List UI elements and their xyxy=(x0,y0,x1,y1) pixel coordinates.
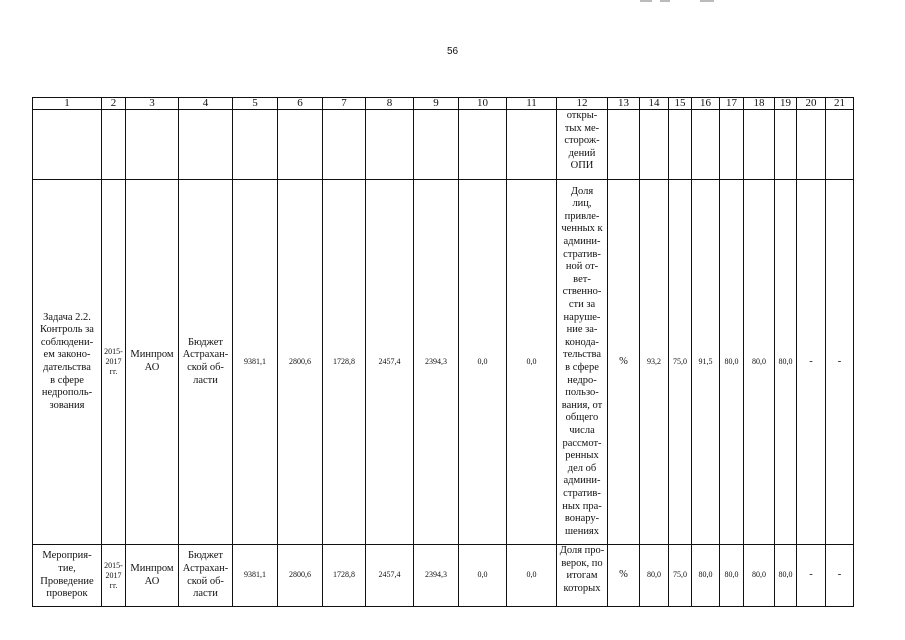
table-cell xyxy=(640,110,669,180)
column-header: 19 xyxy=(775,98,797,110)
value-cell: 2394,3 xyxy=(414,180,459,545)
table-cell xyxy=(669,110,692,180)
value-cell: 0,0 xyxy=(507,180,557,545)
value-cell: 0,0 xyxy=(459,180,507,545)
table-cell xyxy=(608,110,640,180)
period-cell: 2015- 2017 гг. xyxy=(102,545,126,607)
value-cell: 80,0 xyxy=(720,545,744,607)
value-cell: 0,0 xyxy=(507,545,557,607)
task-name-cell: Мероприя- тие, Проведение проверок xyxy=(33,545,102,607)
value-cell: 80,0 xyxy=(744,180,775,545)
table-cell xyxy=(102,110,126,180)
top-edge-mark xyxy=(660,0,670,2)
value-cell: - xyxy=(797,545,826,607)
table-cell xyxy=(826,110,854,180)
table-cell xyxy=(459,110,507,180)
column-header: 17 xyxy=(720,98,744,110)
unit-cell: % xyxy=(608,545,640,607)
column-header: 7 xyxy=(323,98,366,110)
value-cell: 80,0 xyxy=(692,545,720,607)
column-header: 10 xyxy=(459,98,507,110)
table-cell xyxy=(414,110,459,180)
table-cell xyxy=(33,110,102,180)
column-header: 18 xyxy=(744,98,775,110)
table-cell xyxy=(797,110,826,180)
value-cell: 9381,1 xyxy=(233,180,278,545)
value-cell: 2457,4 xyxy=(366,545,414,607)
value-cell: 75,0 xyxy=(669,545,692,607)
executor-cell: Минпром АО xyxy=(126,180,179,545)
table-cell xyxy=(278,110,323,180)
column-header: 2 xyxy=(102,98,126,110)
table-cell xyxy=(126,110,179,180)
top-edge-mark xyxy=(700,0,714,2)
value-cell: 80,0 xyxy=(775,545,797,607)
table-cell xyxy=(744,110,775,180)
column-header: 14 xyxy=(640,98,669,110)
table-cell xyxy=(179,110,233,180)
value-cell: - xyxy=(797,180,826,545)
value-cell: 2457,4 xyxy=(366,180,414,545)
column-header: 16 xyxy=(692,98,720,110)
table-cell xyxy=(507,110,557,180)
page-number: 56 xyxy=(446,46,459,57)
value-cell: 93,2 xyxy=(640,180,669,545)
column-header: 15 xyxy=(669,98,692,110)
column-header: 21 xyxy=(826,98,854,110)
table-cell xyxy=(692,110,720,180)
funding-source-cell: Бюджет Астрахан- ской об- ласти xyxy=(179,545,233,607)
program-table xyxy=(32,97,854,607)
value-cell: 80,0 xyxy=(640,545,669,607)
table-row xyxy=(33,545,854,607)
column-header: 9 xyxy=(414,98,459,110)
column-header: 4 xyxy=(179,98,233,110)
column-header: 13 xyxy=(608,98,640,110)
column-header: 3 xyxy=(126,98,179,110)
value-cell: 9381,1 xyxy=(233,545,278,607)
table-cell xyxy=(720,110,744,180)
table-row xyxy=(33,110,854,180)
header-row xyxy=(33,98,854,110)
table-cell xyxy=(366,110,414,180)
value-cell: 80,0 xyxy=(775,180,797,545)
value-cell: 2394,3 xyxy=(414,545,459,607)
indicator-cell: Доля лиц, привле- ченных к админи- стратив- ной от- вет- ственно- сти за наруше- ние за- конода- тельства в сфере недро- пользо- вания, от общего числа рассмот- ренных дел об админи- стратив- ных пра- вонару- шениях xyxy=(557,180,608,545)
value-cell: 75,0 xyxy=(669,180,692,545)
column-header: 1 xyxy=(33,98,102,110)
top-edge-mark xyxy=(640,0,652,2)
value-cell: 1728,8 xyxy=(323,180,366,545)
column-header: 8 xyxy=(366,98,414,110)
column-header: 11 xyxy=(507,98,557,110)
value-cell: 0,0 xyxy=(459,545,507,607)
value-cell: - xyxy=(826,180,854,545)
table-cell xyxy=(323,110,366,180)
value-cell: 2800,6 xyxy=(278,545,323,607)
table-cell xyxy=(233,110,278,180)
value-cell: 2800,6 xyxy=(278,180,323,545)
period-cell: 2015- 2017 гг. xyxy=(102,180,126,545)
column-header: 5 xyxy=(233,98,278,110)
unit-cell: % xyxy=(608,180,640,545)
value-cell: - xyxy=(826,545,854,607)
table-cell xyxy=(775,110,797,180)
task-name-cell: Задача 2.2. Контроль за соблюдени- ем законо- дательства в сфере недрополь- зования xyxy=(33,180,102,545)
indicator-cell: Доля про- верок, по итогам которых xyxy=(557,545,608,607)
value-cell: 1728,8 xyxy=(323,545,366,607)
value-cell: 91,5 xyxy=(692,180,720,545)
value-cell: 80,0 xyxy=(720,180,744,545)
column-header: 6 xyxy=(278,98,323,110)
funding-source-cell: Бюджет Астрахан- ской об- ласти xyxy=(179,180,233,545)
indicator-cell: откры- тых ме- сторож- дений ОПИ xyxy=(557,110,608,180)
executor-cell: Минпром АО xyxy=(126,545,179,607)
column-header: 12 xyxy=(557,98,608,110)
column-header: 20 xyxy=(797,98,826,110)
table-row xyxy=(33,180,854,545)
value-cell: 80,0 xyxy=(744,545,775,607)
